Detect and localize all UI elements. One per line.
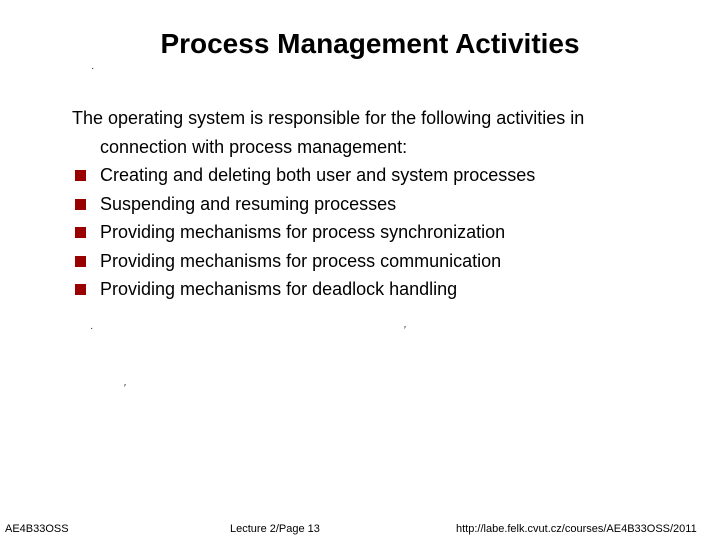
square-bullet-icon xyxy=(75,284,86,295)
list-item xyxy=(72,218,692,247)
footer-page-number: Lecture 2/Page 13 xyxy=(230,523,320,535)
list-item xyxy=(72,161,692,190)
list-item xyxy=(72,190,692,219)
footer-url: http://labe.felk.cvut.cz/courses/AE4B33OSS/2011 xyxy=(456,523,697,535)
list-item-text: Providing mechanisms for process communication xyxy=(100,250,502,271)
square-bullet-icon xyxy=(75,199,86,210)
slide-body xyxy=(72,104,692,304)
square-bullet-icon xyxy=(75,227,86,238)
list-item xyxy=(72,275,692,304)
intro-text-line-2: connection with process management: xyxy=(100,136,408,157)
decorative-dot: ′ xyxy=(124,383,126,394)
decorative-dot: · xyxy=(91,63,95,74)
footer-course-code: AE4B33OSS xyxy=(5,523,69,535)
list-item-text: Suspending and resuming processes xyxy=(100,193,397,214)
square-bullet-icon xyxy=(75,256,86,267)
list-item xyxy=(72,247,692,276)
slide-title: Process Management Activities xyxy=(160,28,580,59)
activities-list xyxy=(72,161,692,304)
decorative-dot: ′ xyxy=(404,325,406,336)
list-item-text: Providing mechanisms for deadlock handling xyxy=(100,279,458,299)
decorative-dot: · xyxy=(90,323,94,334)
intro-text-line-1: The operating system is responsible for the following activities in xyxy=(72,108,585,128)
square-bullet-icon xyxy=(75,170,86,181)
list-item-text: Providing mechanisms for process synchronization xyxy=(100,222,506,242)
list-item-text: Creating and deleting both user and system processes xyxy=(100,165,536,185)
